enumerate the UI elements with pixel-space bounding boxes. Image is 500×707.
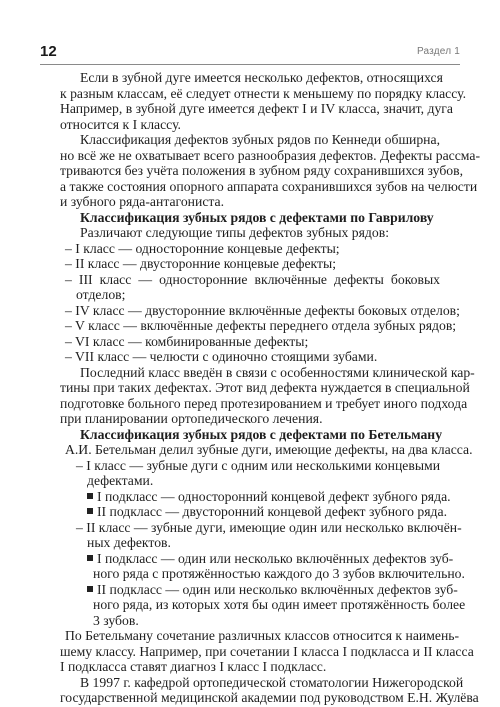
text-line	[60, 674, 464, 691]
text-line	[60, 334, 440, 350]
header-rule	[40, 64, 460, 65]
text-line	[60, 364, 475, 381]
line-text: По Бетельману сочетание различных классов относится к наимень-	[65, 628, 460, 643]
text-line	[60, 395, 468, 412]
running-header	[40, 44, 460, 60]
line-text: и зубного ряда-антагониста.	[60, 194, 225, 209]
text-line	[60, 488, 451, 505]
text-line	[60, 581, 458, 598]
line-text: – IV класс — двусторонние включённые дефекты боковых отделов;	[65, 302, 460, 318]
text-line	[60, 458, 440, 474]
line-text: В 1997 г. кафедрой ортопедической стоматологии Нижегородской	[80, 674, 464, 690]
body-text	[60, 70, 481, 706]
line-text: относится к I классу.	[60, 116, 181, 132]
line-text: Классификация зубных рядов с дефектами по Бетельману	[80, 426, 443, 442]
line-text: – I класс — зубные дуги с одним или несколькими концевыми	[76, 457, 441, 473]
line-text: триваются без учёта положения в зубном ряду сохранившихся зубов,	[60, 163, 464, 178]
text-line	[60, 659, 440, 675]
line-text: ного ряда, из которых хотя бы один имеет протяжённость более	[93, 597, 466, 612]
line-text: – VII класс — челюсти с одиночно стоящими зубами.	[65, 349, 378, 364]
text-line	[60, 178, 478, 195]
page-number: 12	[40, 43, 57, 60]
line-text: государственной медицинской академии под руководством Е.Н. Жулёва	[60, 690, 479, 705]
square-bullet-icon	[87, 493, 93, 499]
line-text: II подкласс — двусторонний концевой дефект зубного ряда.	[97, 504, 448, 519]
line-text: ных дефектов.	[87, 535, 171, 550]
line-text: дефектами.	[87, 473, 154, 488]
line-text: – VI класс — комбинированные дефекты;	[65, 333, 309, 349]
line-text: – II класс — зубные дуги, имеющие один или несколько включён-	[76, 519, 462, 535]
square-bullet-icon	[87, 555, 93, 561]
text-line	[60, 566, 465, 582]
text-line	[60, 318, 457, 334]
line-text: – I класс — односторонние концевые дефекты;	[65, 240, 340, 256]
text-line	[60, 272, 440, 288]
line-text: подготовке больного перед протезированием и требует иного подхода	[60, 395, 468, 411]
text-line	[60, 132, 440, 148]
text-line	[60, 613, 440, 629]
text-line	[60, 256, 440, 272]
line-text: но всё же не охватывает всего разнообразия дефектов. Дефекты рассма-	[60, 147, 481, 163]
text-line	[60, 287, 440, 303]
line-text: а также состояния опорного аппарата сохранившихся зубов на челюсти	[60, 178, 478, 194]
text-line	[60, 241, 440, 257]
line-text: – II класс — двусторонние концевые дефекты;	[65, 256, 337, 271]
text-line	[60, 101, 453, 117]
text-line	[60, 690, 479, 706]
line-text: Классификация зубных рядов с дефектами по Гаврилову	[80, 209, 434, 225]
line-text: 3 зубов.	[93, 612, 139, 628]
line-text: шему классу. Например, при сочетании I класса I подкласса и II класса	[60, 643, 474, 659]
text-line	[60, 302, 460, 319]
section-label: Раздел 1	[417, 46, 460, 57]
line-text: тины при таких дефектах. Этот вид дефекта нуждается в специальной	[60, 380, 470, 395]
section-heading	[60, 210, 440, 226]
text-line	[60, 147, 481, 164]
text-line	[60, 349, 440, 365]
line-text: – V класс — включённые дефекты переднего отдела зубных рядов;	[65, 318, 457, 333]
text-line	[60, 411, 440, 427]
text-line	[60, 519, 462, 536]
text-line	[60, 163, 464, 179]
text-line	[60, 194, 440, 210]
text-line	[60, 70, 443, 86]
text-line	[60, 550, 454, 567]
text-line	[60, 504, 448, 520]
line-text: Последний класс введён в связи с особенностями клинической кар-	[80, 364, 475, 380]
text-line	[60, 85, 467, 102]
text-line	[60, 597, 466, 613]
text-line	[60, 643, 474, 660]
line-text: I подкласс — один или несколько включённых дефектов зуб-	[97, 550, 454, 566]
text-line	[60, 473, 440, 489]
text-line	[60, 380, 470, 396]
section-heading	[60, 426, 443, 443]
line-text: ного ряда с протяжённостью каждого до 3 зубов включительно.	[93, 566, 465, 581]
line-text: I подкласс — односторонний концевой дефект зубного ряда.	[97, 488, 451, 504]
line-text: при планировании ортопедического лечения.	[60, 411, 323, 426]
square-bullet-icon	[87, 508, 93, 514]
line-text: – III класс — односторонние включённые дефекты боковых	[65, 271, 440, 287]
line-text: II подкласс — один или несколько включённых дефектов зуб-	[97, 581, 458, 597]
text-line	[60, 225, 440, 241]
line-text: отделов;	[76, 287, 126, 302]
line-text: Например, в зубной дуге имеется дефект I и IV класса, значит, дуга	[60, 101, 453, 116]
text-line	[60, 535, 440, 551]
line-text: Различают следующие типы дефектов зубных рядов:	[80, 225, 389, 240]
line-text: Если в зубной дуге имеется несколько дефектов, относящихся	[80, 70, 443, 85]
text-line	[60, 442, 473, 458]
text-line	[60, 628, 460, 644]
line-text: I подкласса ставят диагноз I класс I подкласс.	[60, 659, 327, 674]
line-text: Классификация дефектов зубных рядов по Кеннеди обширна,	[80, 132, 440, 147]
text-line	[60, 117, 440, 133]
line-text: А.И. Бетельман делил зубные дуги, имеющие дефекты, на два класса.	[65, 442, 473, 457]
square-bullet-icon	[87, 586, 93, 592]
line-text: к разным классам, её следует отнести к меньшему по порядку классу.	[60, 85, 467, 101]
